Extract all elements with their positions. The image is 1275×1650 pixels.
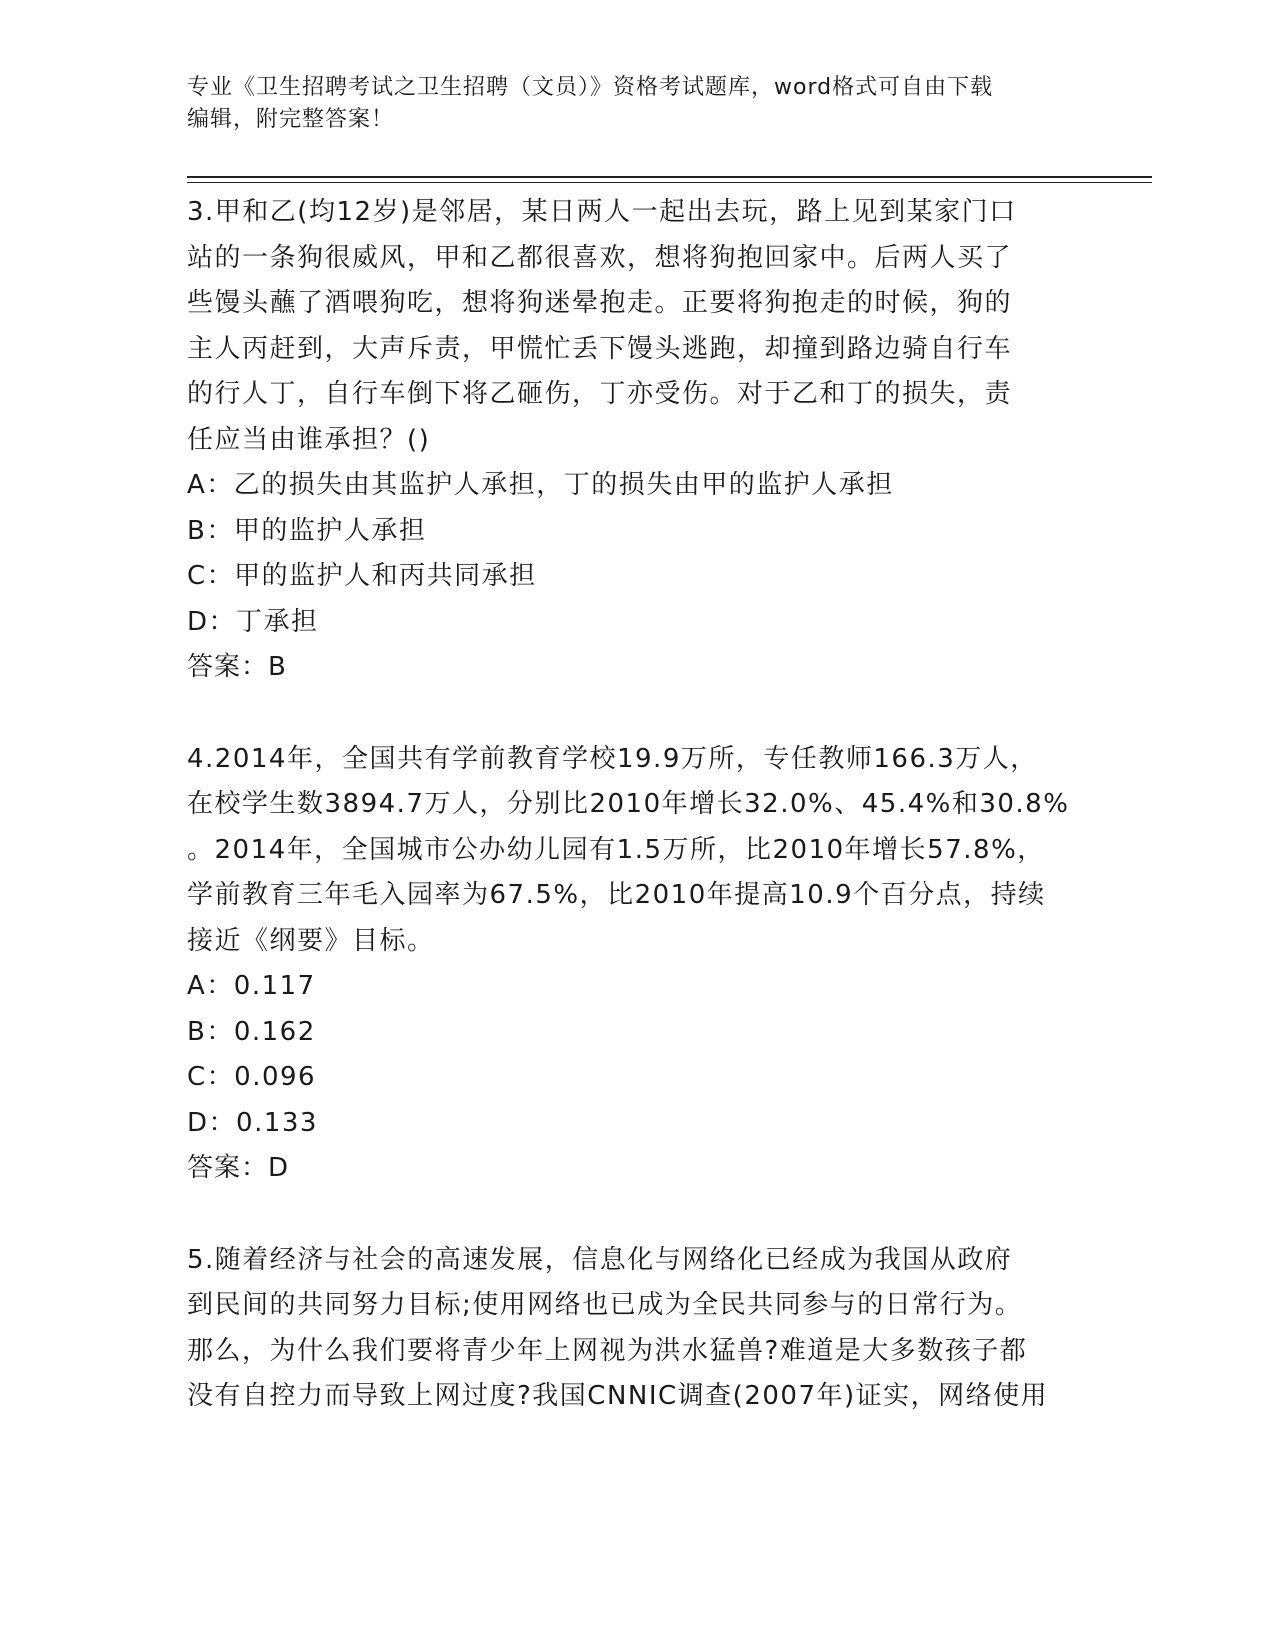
header-divider-thin	[187, 182, 1152, 183]
option-a: A：0.117	[187, 971, 316, 1001]
page-header: 专业《卫生招聘考试之卫生招聘（文员）》资格考试题库，word格式可自由下载 编辑，附完整答案！	[187, 75, 994, 132]
option-a: A：乙的损失由其监护人承担，丁的损失由甲的监护人承担	[187, 470, 894, 500]
question-text: 5.随着经济与社会的高速发展，信息化与网络化已经成为我国从政府 到民间的共同努力目标;使用网络也已成为全民共同参与的日常行为。 那么，为什么我们要将青少年上网视为洪水猛兽?难道是大多数孩子都 没有自控力而导致上网过度?我国CNNIC调查(2007年)证实，网络使用	[187, 1244, 1049, 1411]
option-d: D：0.133	[187, 1107, 318, 1138]
answer-line: 答案：B	[187, 652, 287, 682]
header-divider-thick	[187, 176, 1152, 178]
question-4	[187, 737, 1077, 1192]
question-3	[187, 190, 1077, 691]
option-d: D：丁承担	[187, 606, 319, 637]
question-text: 3.甲和乙(均12岁)是邻居，某日两人一起出去玩，路上见到某家门口 站的一条狗很威风，甲和乙都很喜欢，想将狗抱回家中。后两人买了 些馒头蘸了酒喂狗吃，想将狗迷晕抱走。正要将狗抱走的时候，狗的 主人丙赶到，大声斥责，甲慌忙丢下馒头逃跑，却撞到路边骑自行车 的行人丁，自行车倒下将乙砸伤，丁亦受伤。对于乙和丁的损失，责 任应当由谁承担？()	[187, 197, 1017, 455]
option-c: C：甲的监护人和丙共同承担	[187, 561, 537, 591]
question-list	[187, 190, 1077, 1466]
question-5	[187, 1238, 1077, 1420]
option-b: B：0.162	[187, 1016, 316, 1047]
question-text: 4.2014年，全国共有学前教育学校19.9万所，专任教师166.3万人， 在校学生数3894.7万人，分别比2010年增长32.0%、45.4%和30.8% 。2014年，全国城市公办幼儿园有1.5万所，比2010年增长57.8%， 学前教育三年毛入园率为67.5%，比2010年提高10.9个百分点，持续 接近《纲要》目标。	[187, 743, 1070, 956]
option-b: B：甲的监护人承担	[187, 515, 427, 546]
answer-line: 答案：D	[187, 1153, 290, 1183]
option-c: C：0.096	[187, 1062, 317, 1092]
